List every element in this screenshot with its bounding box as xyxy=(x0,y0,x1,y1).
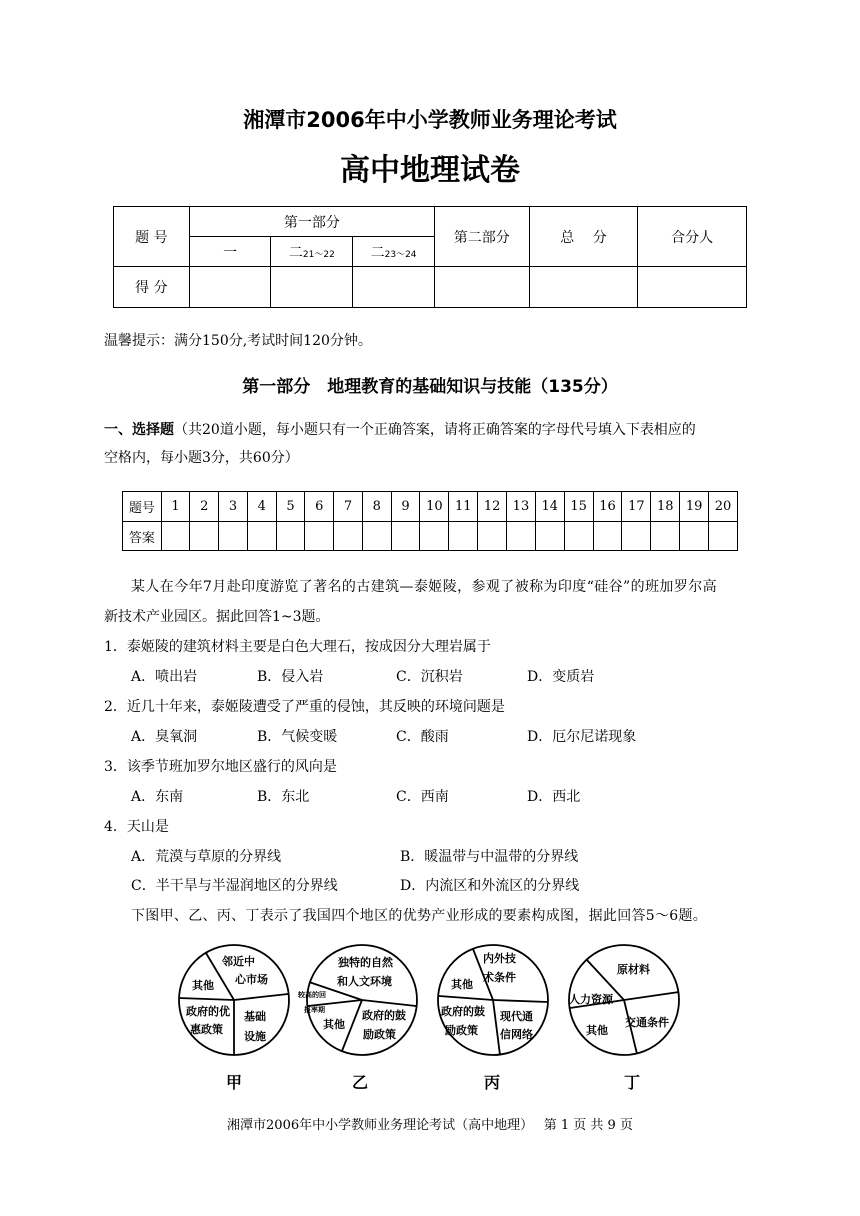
subject-title: 高中地理试卷 xyxy=(340,153,520,188)
pie-name-bing: 丙 xyxy=(484,1073,501,1092)
answer-table-number: 16 xyxy=(593,492,622,522)
pie-bing-label: 励政策 xyxy=(445,1024,478,1037)
answer-cell[interactable] xyxy=(161,522,190,551)
answer-table-number: 11 xyxy=(449,492,478,522)
score-table-part2: 第二部分 xyxy=(434,207,529,267)
question-3-option-a[interactable]: A．东南 xyxy=(131,789,184,805)
passage1-line2: 新技术产业园区。据此回答1~3题。 xyxy=(104,609,330,625)
answer-cell[interactable] xyxy=(622,522,651,551)
answer-table-number: 7 xyxy=(334,492,363,522)
score-cell[interactable] xyxy=(353,267,435,308)
question-3-stem: 3．该季节班加罗尔地区盛行的风向是 xyxy=(104,759,337,775)
page-footer: 湘潭市2006年中小学教师业务理论考试（高中地理） 第 1 页 共 9 页 xyxy=(227,1118,633,1133)
answer-cell[interactable] xyxy=(507,522,536,551)
question-1-option-c[interactable]: C．沉积岩 xyxy=(396,669,463,685)
answer-cell[interactable] xyxy=(420,522,449,551)
question-4-option-b[interactable]: B．暖温带与中温带的分界线 xyxy=(400,849,579,865)
answer-table-number: 1 xyxy=(161,492,190,522)
answer-cell[interactable] xyxy=(305,522,334,551)
answer-cell[interactable] xyxy=(219,522,248,551)
answer-table-number: 15 xyxy=(564,492,593,522)
pie-yi-label: 和人文环境 xyxy=(337,975,392,988)
question-2-stem: 2．近几十年来，泰姬陵遭受了严重的侵蚀，其反映的环境问题是 xyxy=(104,699,505,715)
answer-table-number: 8 xyxy=(362,492,391,522)
score-cell[interactable] xyxy=(271,267,353,308)
question-3-option-b[interactable]: B．东北 xyxy=(257,789,310,805)
answer-table-number: 6 xyxy=(305,492,334,522)
question-4-option-d[interactable]: D．内流区和外流区的分界线 xyxy=(400,878,580,894)
question-2-option-d[interactable]: D．厄尔尼诺现象 xyxy=(527,729,637,745)
question-4-option-a[interactable]: A．荒漠与草原的分界线 xyxy=(131,849,282,865)
answer-table-number: 2 xyxy=(190,492,219,522)
answer-cell[interactable] xyxy=(190,522,219,551)
question-3-option-d[interactable]: D．西北 xyxy=(527,789,581,805)
pie-charts xyxy=(170,936,700,1060)
pie-ding-label: 交通条件 xyxy=(625,1016,669,1029)
answer-table-number: 19 xyxy=(680,492,709,522)
passage1-line1: 某人在今年7月赴印度游览了著名的古建筑—泰姬陵，参观了被称为印度“硅谷”的班加罗尔高 xyxy=(131,579,718,595)
answer-table-number: 20 xyxy=(709,492,738,522)
pie-ding-label: 人力资源 xyxy=(569,993,613,1006)
answer-table-number: 3 xyxy=(219,492,248,522)
pie-name-ding: 丁 xyxy=(624,1073,641,1092)
pie-jia-label: 心市场 xyxy=(235,973,268,986)
tip-text: 温馨提示：满分150分,考试时间120分钟。 xyxy=(104,333,372,349)
pie-bing-label: 信网络 xyxy=(500,1028,533,1041)
answer-cell[interactable] xyxy=(535,522,564,551)
question-1-option-b[interactable]: B．侵入岩 xyxy=(257,669,324,685)
answer-table-number: 17 xyxy=(622,492,651,522)
exam-title: 湘潭市2006年中小学教师业务理论考试 xyxy=(243,108,617,132)
pie-jia-label: 惠政策 xyxy=(190,1023,223,1036)
passage2-text: 下图甲、乙、丙、丁表示了我国四个地区的优势产业形成的要素构成图，据此回答5～6题。 xyxy=(131,908,708,924)
answer-table-row1-label: 题号 xyxy=(123,492,162,522)
question-4-stem: 4．天山是 xyxy=(104,819,169,835)
score-table-col3: 二23～24 xyxy=(353,237,435,267)
answer-cell[interactable] xyxy=(247,522,276,551)
score-cell[interactable] xyxy=(434,267,529,308)
question-1-option-a[interactable]: A．喷出岩 xyxy=(131,669,198,685)
answer-cell[interactable] xyxy=(449,522,478,551)
pie-jia-label: 政府的优 xyxy=(186,1005,230,1018)
answer-table-number: 4 xyxy=(247,492,276,522)
score-table-part1: 第一部分 xyxy=(189,207,434,237)
answer-table-number: 12 xyxy=(478,492,507,522)
question-2-option-c[interactable]: C．酸雨 xyxy=(396,729,449,745)
score-table-total: 总 分 xyxy=(529,207,638,267)
score-table-col1: 一 xyxy=(189,237,271,267)
answer-cell[interactable] xyxy=(276,522,305,551)
answer-cell[interactable] xyxy=(709,522,738,551)
answer-table-number: 9 xyxy=(391,492,420,522)
pie-yi-label: 报率期 xyxy=(304,1006,325,1014)
score-table-defen: 得 分 xyxy=(114,267,190,308)
pie-yi-label: 励政策 xyxy=(363,1028,396,1041)
answer-cell[interactable] xyxy=(478,522,507,551)
answer-cell[interactable] xyxy=(593,522,622,551)
question-1-option-d[interactable]: D．变质岩 xyxy=(527,669,595,685)
pie-jia-label: 其他 xyxy=(192,979,214,992)
part1-heading: 第一部分 地理教育的基础知识与技能（135分） xyxy=(242,377,618,397)
question-3-option-c[interactable]: C．西南 xyxy=(396,789,449,805)
pie-jia-label: 邻近中 xyxy=(222,955,255,968)
pie-name-yi: 乙 xyxy=(352,1073,369,1092)
pie-bing-label: 现代通 xyxy=(500,1010,533,1023)
score-cell[interactable] xyxy=(529,267,638,308)
answer-cell[interactable] xyxy=(334,522,363,551)
answer-table-number: 10 xyxy=(420,492,449,522)
score-table-tihao: 题 号 xyxy=(114,207,190,267)
pie-jia-label: 设施 xyxy=(244,1030,266,1043)
answer-cell[interactable] xyxy=(651,522,680,551)
pie-yi-label: 政府的鼓 xyxy=(362,1009,406,1022)
pie-yi-label: 其他 xyxy=(323,1018,345,1031)
score-cell[interactable] xyxy=(189,267,271,308)
answer-cell[interactable] xyxy=(680,522,709,551)
score-cell[interactable] xyxy=(638,267,747,308)
answer-cell[interactable] xyxy=(564,522,593,551)
answer-cell[interactable] xyxy=(362,522,391,551)
answer-table-number: 5 xyxy=(276,492,305,522)
pie-bing-label: 术条件 xyxy=(483,971,516,984)
question-4-option-c[interactable]: C．半干旱与半湿润地区的分界线 xyxy=(131,878,338,894)
answer-table-number: 18 xyxy=(651,492,680,522)
question-1-stem: 1．泰姬陵的建筑材料主要是白色大理石，按成因分大理岩属于 xyxy=(104,639,491,655)
section1-desc2: 空格内，每小题3分，共60分） xyxy=(104,450,299,466)
pie-bing-label: 内外技 xyxy=(483,952,516,965)
pie-bing-label: 政府的鼓 xyxy=(441,1005,485,1018)
answer-table xyxy=(122,491,738,551)
answer-table-number: 13 xyxy=(507,492,536,522)
answer-table-number: 14 xyxy=(535,492,564,522)
score-table-scorer: 合分人 xyxy=(638,207,747,267)
pie-ding-label: 原材料 xyxy=(617,963,650,976)
pie-ding-label: 其他 xyxy=(586,1024,608,1037)
pie-bing-label: 其他 xyxy=(451,978,473,991)
answer-table-row2-label: 答案 xyxy=(123,522,162,551)
pie-name-jia: 甲 xyxy=(226,1073,243,1092)
score-table-col2: 二21～22 xyxy=(271,237,353,267)
answer-cell[interactable] xyxy=(391,522,420,551)
pie-yi-label: 较高的回 xyxy=(298,991,326,999)
pie-yi-label: 独特的自然 xyxy=(338,956,393,969)
question-2-option-b[interactable]: B．气候变暖 xyxy=(257,729,338,745)
pie-jia-label: 基础 xyxy=(244,1010,266,1023)
section1-heading: 一、选择题（共20道小题，每小题只有一个正确答案，请将正确答案的字母代号填入下表相应的 xyxy=(104,422,696,438)
question-2-option-a[interactable]: A．臭氧洞 xyxy=(131,729,198,745)
score-table xyxy=(113,206,747,308)
